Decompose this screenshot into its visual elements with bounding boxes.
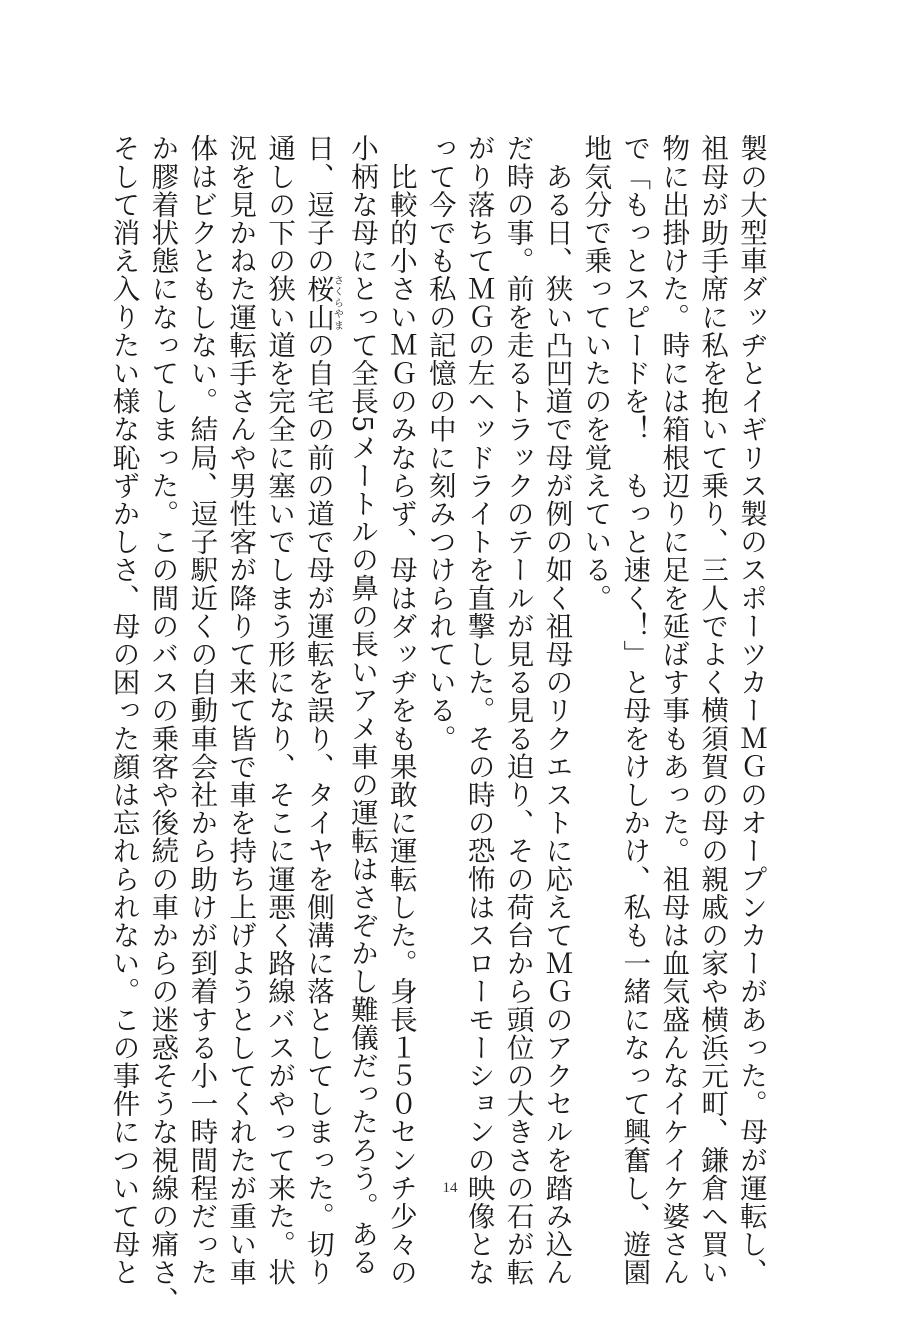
text-column: 通しの下の狭い道を完全に塞いでしまう形になり、そこに運悪く路線バスがやって来た。状 (263, 134, 296, 1287)
text-column: がり落ちてＭＧの左ヘッドライトを直撃した。その時の恐怖はスローモーションの映像とな (462, 134, 495, 1287)
text-column: ある日、狭い凸凹道で母が例の如く祖母のリクエストに応えてＭＧのアクセルを踏み込ん (540, 134, 573, 1287)
text-column: 体はビクともしない。結局、逗子駅近くの自動車会社から助けが到着する小一時間程だった (185, 134, 218, 1287)
text-column: 小柄な母にとって全長5メートルの鼻の長いアメ車の運転はさぞかし難儀だったろう。ある (345, 134, 378, 1277)
text-column: って今でも私の記憶の中に刻みつけられている。 (423, 134, 456, 753)
text-column: 祖母が助手席に私を抱いて乗り、三人でよく横須賀の母の親戚の家や横浜元町、鎌倉へ買い (696, 134, 729, 1287)
text-column: 物に出掛けた。時には箱根辺りに足を延ばす事もあった。祖母は血気盛んなイケイケ婆さん (657, 134, 690, 1287)
ruby-base: 桜山 (302, 274, 335, 331)
text-column-with-ruby (298, 134, 343, 1287)
text-column: で「もっとスピードを！ もっと速く！」と母をけしかけ、私も一緒になって興奮し、遊園 (618, 134, 651, 1287)
text-column: 製の大型車ダッヂとイギリス製のスポーツカーＭＧのオープンカーがあった。母が運転し、 (735, 134, 767, 1287)
ruby-annotation (302, 274, 343, 331)
text-column: 況を見かねた運転手さんや男性客が降りて来て皆で車を持ち上げようとしてくれたが重い車 (224, 134, 257, 1287)
text-column: 地気分で乗っていたのを覚えている。 (579, 134, 612, 612)
text-column: 比較的小さいＭＧのみならず、母はダッヂをも果敢に運転した。身長１５０センチ少々の (384, 134, 417, 1287)
page-number: 14 (442, 1180, 458, 1196)
text-segment: 日、逗子の (302, 134, 335, 275)
text-column: だ時の事。前を走るトラックのテールが見る見る迫り、その荷台から頭位の大きさの石が転 (501, 134, 534, 1287)
text-column: か膠着状態になってしまった。この間のバスの乗客や後続の車からの迷惑そうな視線の痛さ、 (146, 134, 179, 1315)
ruby-reading: さくらやま (331, 274, 343, 331)
text-segment: の自宅の前の道で母が運転を誤り、タイヤを側溝に落としてしまった。切り (302, 330, 335, 1287)
text-column: そして消え入りたい様な恥ずかしさ、母の困った顔は忘れられない。この事件について母と (107, 134, 140, 1287)
